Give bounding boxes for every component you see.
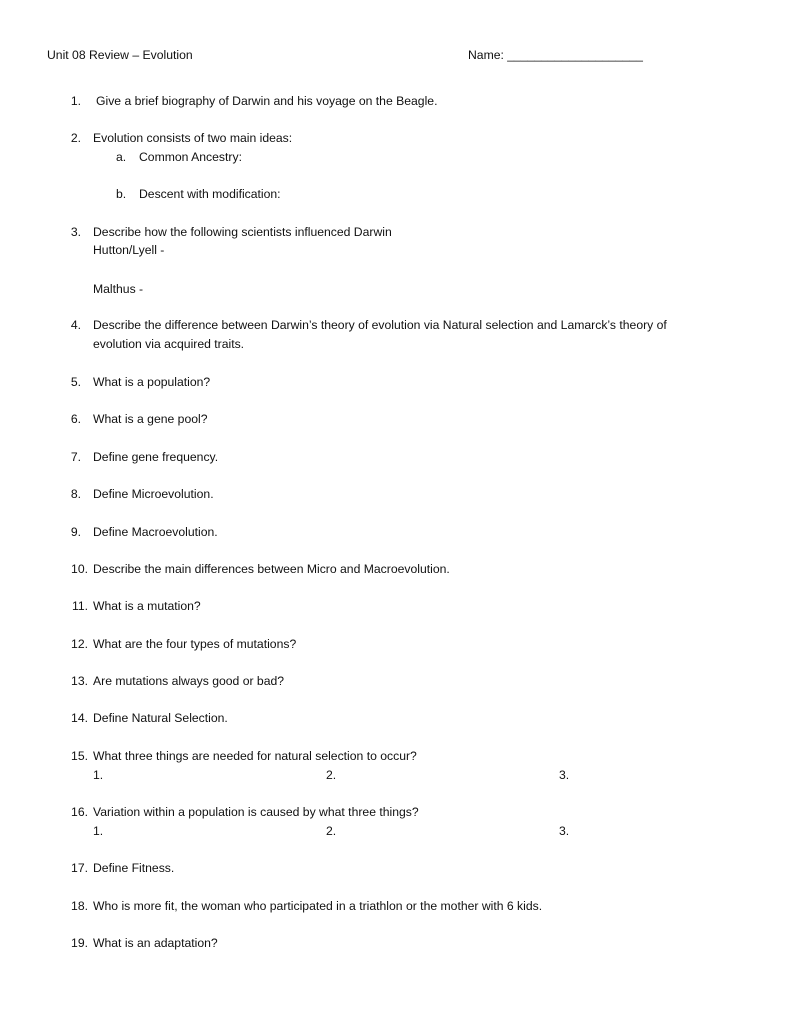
question-text: Describe the difference between Darwin’s theory of evolution via Natural selection and Lamarck’s theory of [93, 318, 667, 332]
subitem-marker: b. [116, 187, 127, 201]
worksheet-title: Unit 08 Review – Evolution [47, 48, 193, 62]
question-text: Define gene frequency. [93, 450, 219, 464]
question-text-continuation: evolution via acquired traits. [93, 337, 245, 351]
name-field-label: Name: ____________________ [468, 48, 643, 62]
question-text: What is an adaptation? [93, 936, 218, 950]
answer-blank-2: 2. [326, 824, 337, 838]
question-number: 19. [71, 936, 88, 950]
question-text: Define Microevolution. [93, 487, 214, 501]
question-number: 7. [70, 450, 81, 464]
question-text: What is a population? [93, 375, 211, 389]
question-text: What are the four types of mutations? [93, 637, 297, 651]
answer-blank-3: 3. [559, 824, 570, 838]
question-text: What is a gene pool? [93, 412, 208, 426]
question-number: 9. [70, 525, 81, 539]
subitem-text: Descent with modification: [139, 187, 281, 201]
question-number: 3. [70, 225, 81, 239]
question-text: Describe how the following scientists influenced Darwin [93, 225, 392, 239]
question-number: 11. [71, 599, 88, 613]
question-text: Are mutations always good or bad? [93, 674, 285, 688]
question-number: 18. [71, 899, 88, 913]
question-number: 10. [71, 562, 88, 576]
subitem-marker: a. [116, 150, 127, 164]
question-text: Who is more fit, the woman who participated in a triathlon or the mother with 6 kids. [93, 899, 543, 913]
question-number: 16. [71, 805, 88, 819]
answer-blank-3: 3. [559, 768, 570, 782]
question-text: Give a brief biography of Darwin and his voyage on the Beagle. [96, 94, 438, 108]
question-text: Describe the main differences between Micro and Macroevolution. [93, 562, 450, 576]
scientist-line: Hutton/Lyell - [93, 243, 165, 257]
question-number: 17. [71, 861, 88, 875]
question-text: Define Natural Selection. [93, 711, 228, 725]
question-number: 12. [71, 637, 88, 651]
question-text: Define Fitness. [93, 861, 175, 875]
question-text: Variation within a population is caused by what three things? [93, 805, 419, 819]
question-number: 14. [71, 711, 88, 725]
question-number: 15. [71, 749, 88, 763]
question-number: 6. [70, 412, 81, 426]
scientist-line: Malthus - [93, 282, 144, 296]
question-number: 5. [70, 375, 81, 389]
question-text: What is a mutation? [93, 599, 201, 613]
question-number: 8. [70, 487, 81, 501]
question-number: 2. [70, 131, 81, 145]
subitem-text: Common Ancestry: [139, 150, 242, 164]
question-text: What three things are needed for natural selection to occur? [93, 749, 417, 763]
question-number: 1. [70, 94, 81, 108]
answer-blank-1: 1. [93, 768, 104, 782]
question-number: 13. [71, 674, 88, 688]
answer-blank-1: 1. [93, 824, 104, 838]
question-text: Evolution consists of two main ideas: [93, 131, 293, 145]
question-number: 4. [70, 318, 81, 332]
question-text: Define Macroevolution. [93, 525, 218, 539]
answer-blank-2: 2. [326, 768, 337, 782]
